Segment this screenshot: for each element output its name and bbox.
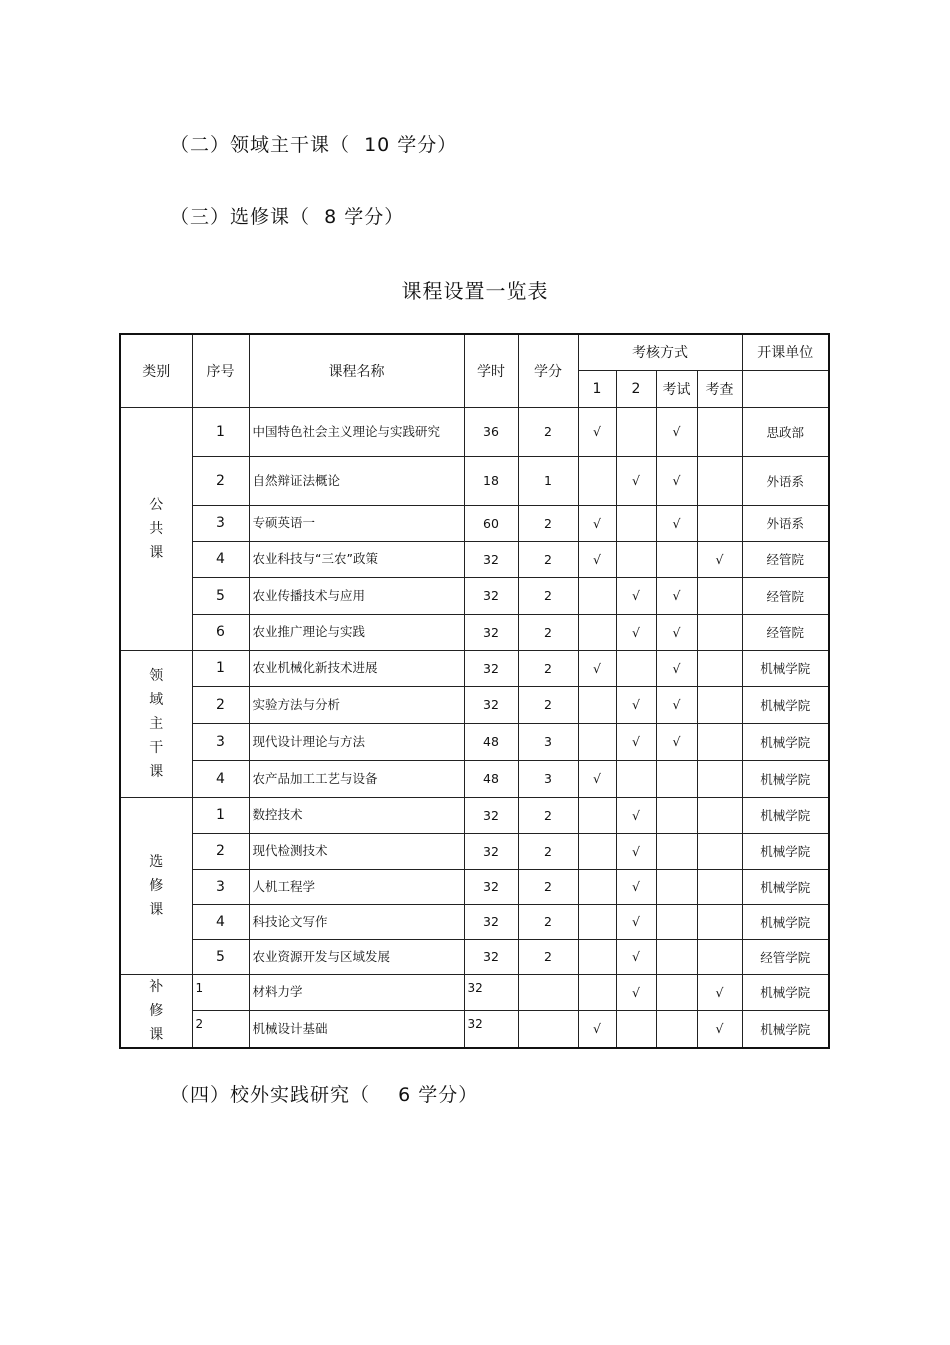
table-row <box>120 939 829 974</box>
table-row <box>120 505 829 541</box>
cell-a2: √ <box>616 456 656 505</box>
cell-a2: √ <box>616 974 656 1011</box>
table-row <box>120 456 829 505</box>
cell-exam: √ <box>656 456 697 505</box>
cell-credits: 2 <box>518 650 578 686</box>
cell-hours: 32 <box>464 686 518 723</box>
cell-a2: √ <box>616 723 656 760</box>
cell-credits: 2 <box>518 505 578 541</box>
cell-dept: 机械学院 <box>742 1011 829 1048</box>
cell-hours: 32 <box>464 577 518 614</box>
cell-dept: 机械学院 <box>742 686 829 723</box>
cell-name: 农产品加工工艺与设备 <box>249 760 464 797</box>
cell-hours: 32 <box>464 904 518 939</box>
cell-check <box>697 869 742 904</box>
cell-a1 <box>578 939 616 974</box>
cell-credits <box>518 974 578 1011</box>
header-check: 考查 <box>697 370 742 407</box>
cell-check <box>697 407 742 456</box>
cell-dept: 机械学院 <box>742 974 829 1011</box>
cell-name: 自然辩证法概论 <box>249 456 464 505</box>
cell-hours: 48 <box>464 723 518 760</box>
cell-check: √ <box>697 1011 742 1048</box>
cell-exam <box>656 939 697 974</box>
table-row <box>120 797 829 833</box>
cell-exam <box>656 869 697 904</box>
cell-check <box>697 577 742 614</box>
cell-a1 <box>578 577 616 614</box>
cell-dept: 机械学院 <box>742 723 829 760</box>
cell-dept: 机械学院 <box>742 904 829 939</box>
header-hours: 学时 <box>464 334 518 407</box>
cell-seq: 5 <box>192 577 249 614</box>
cell-a2: √ <box>616 833 656 869</box>
cell-seq: 4 <box>192 541 249 577</box>
cell-dept: 经管院 <box>742 541 829 577</box>
cell-a2 <box>616 505 656 541</box>
section-heading-core-courses: （二）领域主干课（ 10 学分） <box>170 134 458 156</box>
cell-credits: 2 <box>518 577 578 614</box>
table-row <box>120 723 829 760</box>
cell-dept: 经管院 <box>742 614 829 650</box>
cell-hours: 32 <box>464 614 518 650</box>
cell-seq: 3 <box>192 869 249 904</box>
header-department: 开课单位 <box>742 334 829 370</box>
cell-hours: 32 <box>464 833 518 869</box>
table-row <box>120 904 829 939</box>
cell-credits: 3 <box>518 760 578 797</box>
category-core: 领 域 主 干 课 <box>120 650 192 797</box>
cell-check <box>697 650 742 686</box>
cell-a2: √ <box>616 939 656 974</box>
cell-hours: 32 <box>464 541 518 577</box>
table-row <box>120 833 829 869</box>
cell-credits: 3 <box>518 723 578 760</box>
cell-a1 <box>578 614 616 650</box>
category-public: 公 共 课 <box>120 407 192 650</box>
header-assessment: 考核方式 <box>578 334 742 370</box>
cell-a1 <box>578 723 616 760</box>
cell-seq: 5 <box>192 939 249 974</box>
cell-dept: 机械学院 <box>742 869 829 904</box>
cell-hours: 32 <box>464 1011 518 1048</box>
cell-a1 <box>578 904 616 939</box>
cell-exam <box>656 797 697 833</box>
cell-a1: √ <box>578 1011 616 1048</box>
cell-name: 实验方法与分析 <box>249 686 464 723</box>
cell-check: √ <box>697 974 742 1011</box>
cell-exam <box>656 541 697 577</box>
section-heading-practice: （四）校外实践研究（ 6 学分） <box>170 1084 479 1106</box>
cell-name: 现代检测技术 <box>249 833 464 869</box>
cell-hours: 60 <box>464 505 518 541</box>
cell-a2 <box>616 650 656 686</box>
cell-credits: 2 <box>518 939 578 974</box>
cell-dept: 外语系 <box>742 505 829 541</box>
cell-exam: √ <box>656 723 697 760</box>
cell-a2: √ <box>616 614 656 650</box>
cell-a1: √ <box>578 505 616 541</box>
cell-seq: 4 <box>192 904 249 939</box>
header-department-blank <box>742 370 829 407</box>
cell-a1: √ <box>578 650 616 686</box>
cell-name: 材料力学 <box>249 974 464 1011</box>
cell-seq: 2 <box>192 833 249 869</box>
cell-a2: √ <box>616 904 656 939</box>
cell-name: 农业推广理论与实践 <box>249 614 464 650</box>
cell-seq: 2 <box>192 1011 249 1048</box>
cell-name: 农业科技与“三农”政策 <box>249 541 464 577</box>
cell-check: √ <box>697 541 742 577</box>
cell-hours: 32 <box>464 974 518 1011</box>
cell-a2 <box>616 1011 656 1048</box>
header-category: 类别 <box>120 334 192 407</box>
cell-credits: 2 <box>518 614 578 650</box>
cell-name: 农业传播技术与应用 <box>249 577 464 614</box>
cell-credits: 2 <box>518 869 578 904</box>
cell-exam: √ <box>656 686 697 723</box>
cell-seq: 3 <box>192 505 249 541</box>
cell-check <box>697 686 742 723</box>
cell-credits: 2 <box>518 904 578 939</box>
cell-exam <box>656 974 697 1011</box>
cell-a1 <box>578 974 616 1011</box>
cell-dept: 外语系 <box>742 456 829 505</box>
table-row <box>120 407 829 456</box>
table-row <box>120 650 829 686</box>
cell-a2: √ <box>616 869 656 904</box>
cell-dept: 思政部 <box>742 407 829 456</box>
cell-credits: 2 <box>518 541 578 577</box>
cell-seq: 1 <box>192 407 249 456</box>
cell-credits <box>518 1011 578 1048</box>
header-exam: 考试 <box>656 370 697 407</box>
cell-name: 农业资源开发与区域发展 <box>249 939 464 974</box>
table-title: 课程设置一览表 <box>401 279 549 303</box>
table-row <box>120 614 829 650</box>
cell-a1 <box>578 456 616 505</box>
cell-a1 <box>578 869 616 904</box>
cell-dept: 机械学院 <box>742 797 829 833</box>
course-table <box>119 333 830 1049</box>
cell-a1: √ <box>578 407 616 456</box>
cell-dept: 机械学院 <box>742 833 829 869</box>
table-row <box>120 974 829 1011</box>
cell-exam: √ <box>656 407 697 456</box>
cell-check <box>697 614 742 650</box>
cell-name: 数控技术 <box>249 797 464 833</box>
cell-hours: 32 <box>464 797 518 833</box>
cell-check <box>697 797 742 833</box>
cell-seq: 1 <box>192 797 249 833</box>
cell-credits: 2 <box>518 833 578 869</box>
table-row <box>120 760 829 797</box>
cell-a1 <box>578 797 616 833</box>
cell-exam <box>656 1011 697 1048</box>
cell-seq: 2 <box>192 456 249 505</box>
cell-exam <box>656 904 697 939</box>
table-row <box>120 869 829 904</box>
cell-name: 人机工程学 <box>249 869 464 904</box>
cell-a1: √ <box>578 541 616 577</box>
cell-a1 <box>578 686 616 723</box>
cell-hours: 36 <box>464 407 518 456</box>
category-elective: 选 修 课 <box>120 797 192 974</box>
cell-credits: 2 <box>518 797 578 833</box>
table-row <box>120 577 829 614</box>
cell-check <box>697 723 742 760</box>
header-seq: 序号 <box>192 334 249 407</box>
cell-a2: √ <box>616 797 656 833</box>
cell-name: 现代设计理论与方法 <box>249 723 464 760</box>
cell-seq: 6 <box>192 614 249 650</box>
cell-name: 科技论文写作 <box>249 904 464 939</box>
cell-name: 专硕英语一 <box>249 505 464 541</box>
cell-name: 中国特色社会主义理论与实践研究 <box>249 407 464 456</box>
cell-check <box>697 505 742 541</box>
header-assessment-2: 2 <box>616 370 656 407</box>
cell-check <box>697 456 742 505</box>
cell-a2: √ <box>616 686 656 723</box>
table-row <box>120 541 829 577</box>
cell-exam <box>656 833 697 869</box>
category-remedial: 补 修 课 <box>120 974 192 1048</box>
header-course-name: 课程名称 <box>249 334 464 407</box>
cell-exam: √ <box>656 505 697 541</box>
cell-credits: 1 <box>518 456 578 505</box>
cell-name: 机械设计基础 <box>249 1011 464 1048</box>
cell-hours: 32 <box>464 650 518 686</box>
table-row <box>120 686 829 723</box>
cell-check <box>697 833 742 869</box>
cell-exam: √ <box>656 614 697 650</box>
header-assessment-1: 1 <box>578 370 616 407</box>
cell-a2 <box>616 407 656 456</box>
cell-seq: 3 <box>192 723 249 760</box>
cell-check <box>697 904 742 939</box>
cell-exam <box>656 760 697 797</box>
cell-check <box>697 760 742 797</box>
cell-check <box>697 939 742 974</box>
cell-a2: √ <box>616 577 656 614</box>
cell-exam: √ <box>656 577 697 614</box>
section-heading-electives: （三）选修课（ 8 学分） <box>170 206 405 228</box>
cell-seq: 1 <box>192 650 249 686</box>
cell-dept: 机械学院 <box>742 760 829 797</box>
header-row <box>120 334 829 370</box>
cell-hours: 32 <box>464 939 518 974</box>
cell-a2 <box>616 541 656 577</box>
cell-hours: 32 <box>464 869 518 904</box>
cell-name: 农业机械化新技术进展 <box>249 650 464 686</box>
cell-a1 <box>578 833 616 869</box>
cell-hours: 48 <box>464 760 518 797</box>
cell-a1: √ <box>578 760 616 797</box>
table-row <box>120 1011 829 1048</box>
cell-seq: 2 <box>192 686 249 723</box>
header-credits: 学分 <box>518 334 578 407</box>
cell-seq: 4 <box>192 760 249 797</box>
cell-dept: 机械学院 <box>742 650 829 686</box>
cell-dept: 经管学院 <box>742 939 829 974</box>
cell-exam: √ <box>656 650 697 686</box>
cell-dept: 经管院 <box>742 577 829 614</box>
cell-hours: 18 <box>464 456 518 505</box>
cell-a2 <box>616 760 656 797</box>
cell-credits: 2 <box>518 686 578 723</box>
cell-credits: 2 <box>518 407 578 456</box>
cell-seq: 1 <box>192 974 249 1011</box>
